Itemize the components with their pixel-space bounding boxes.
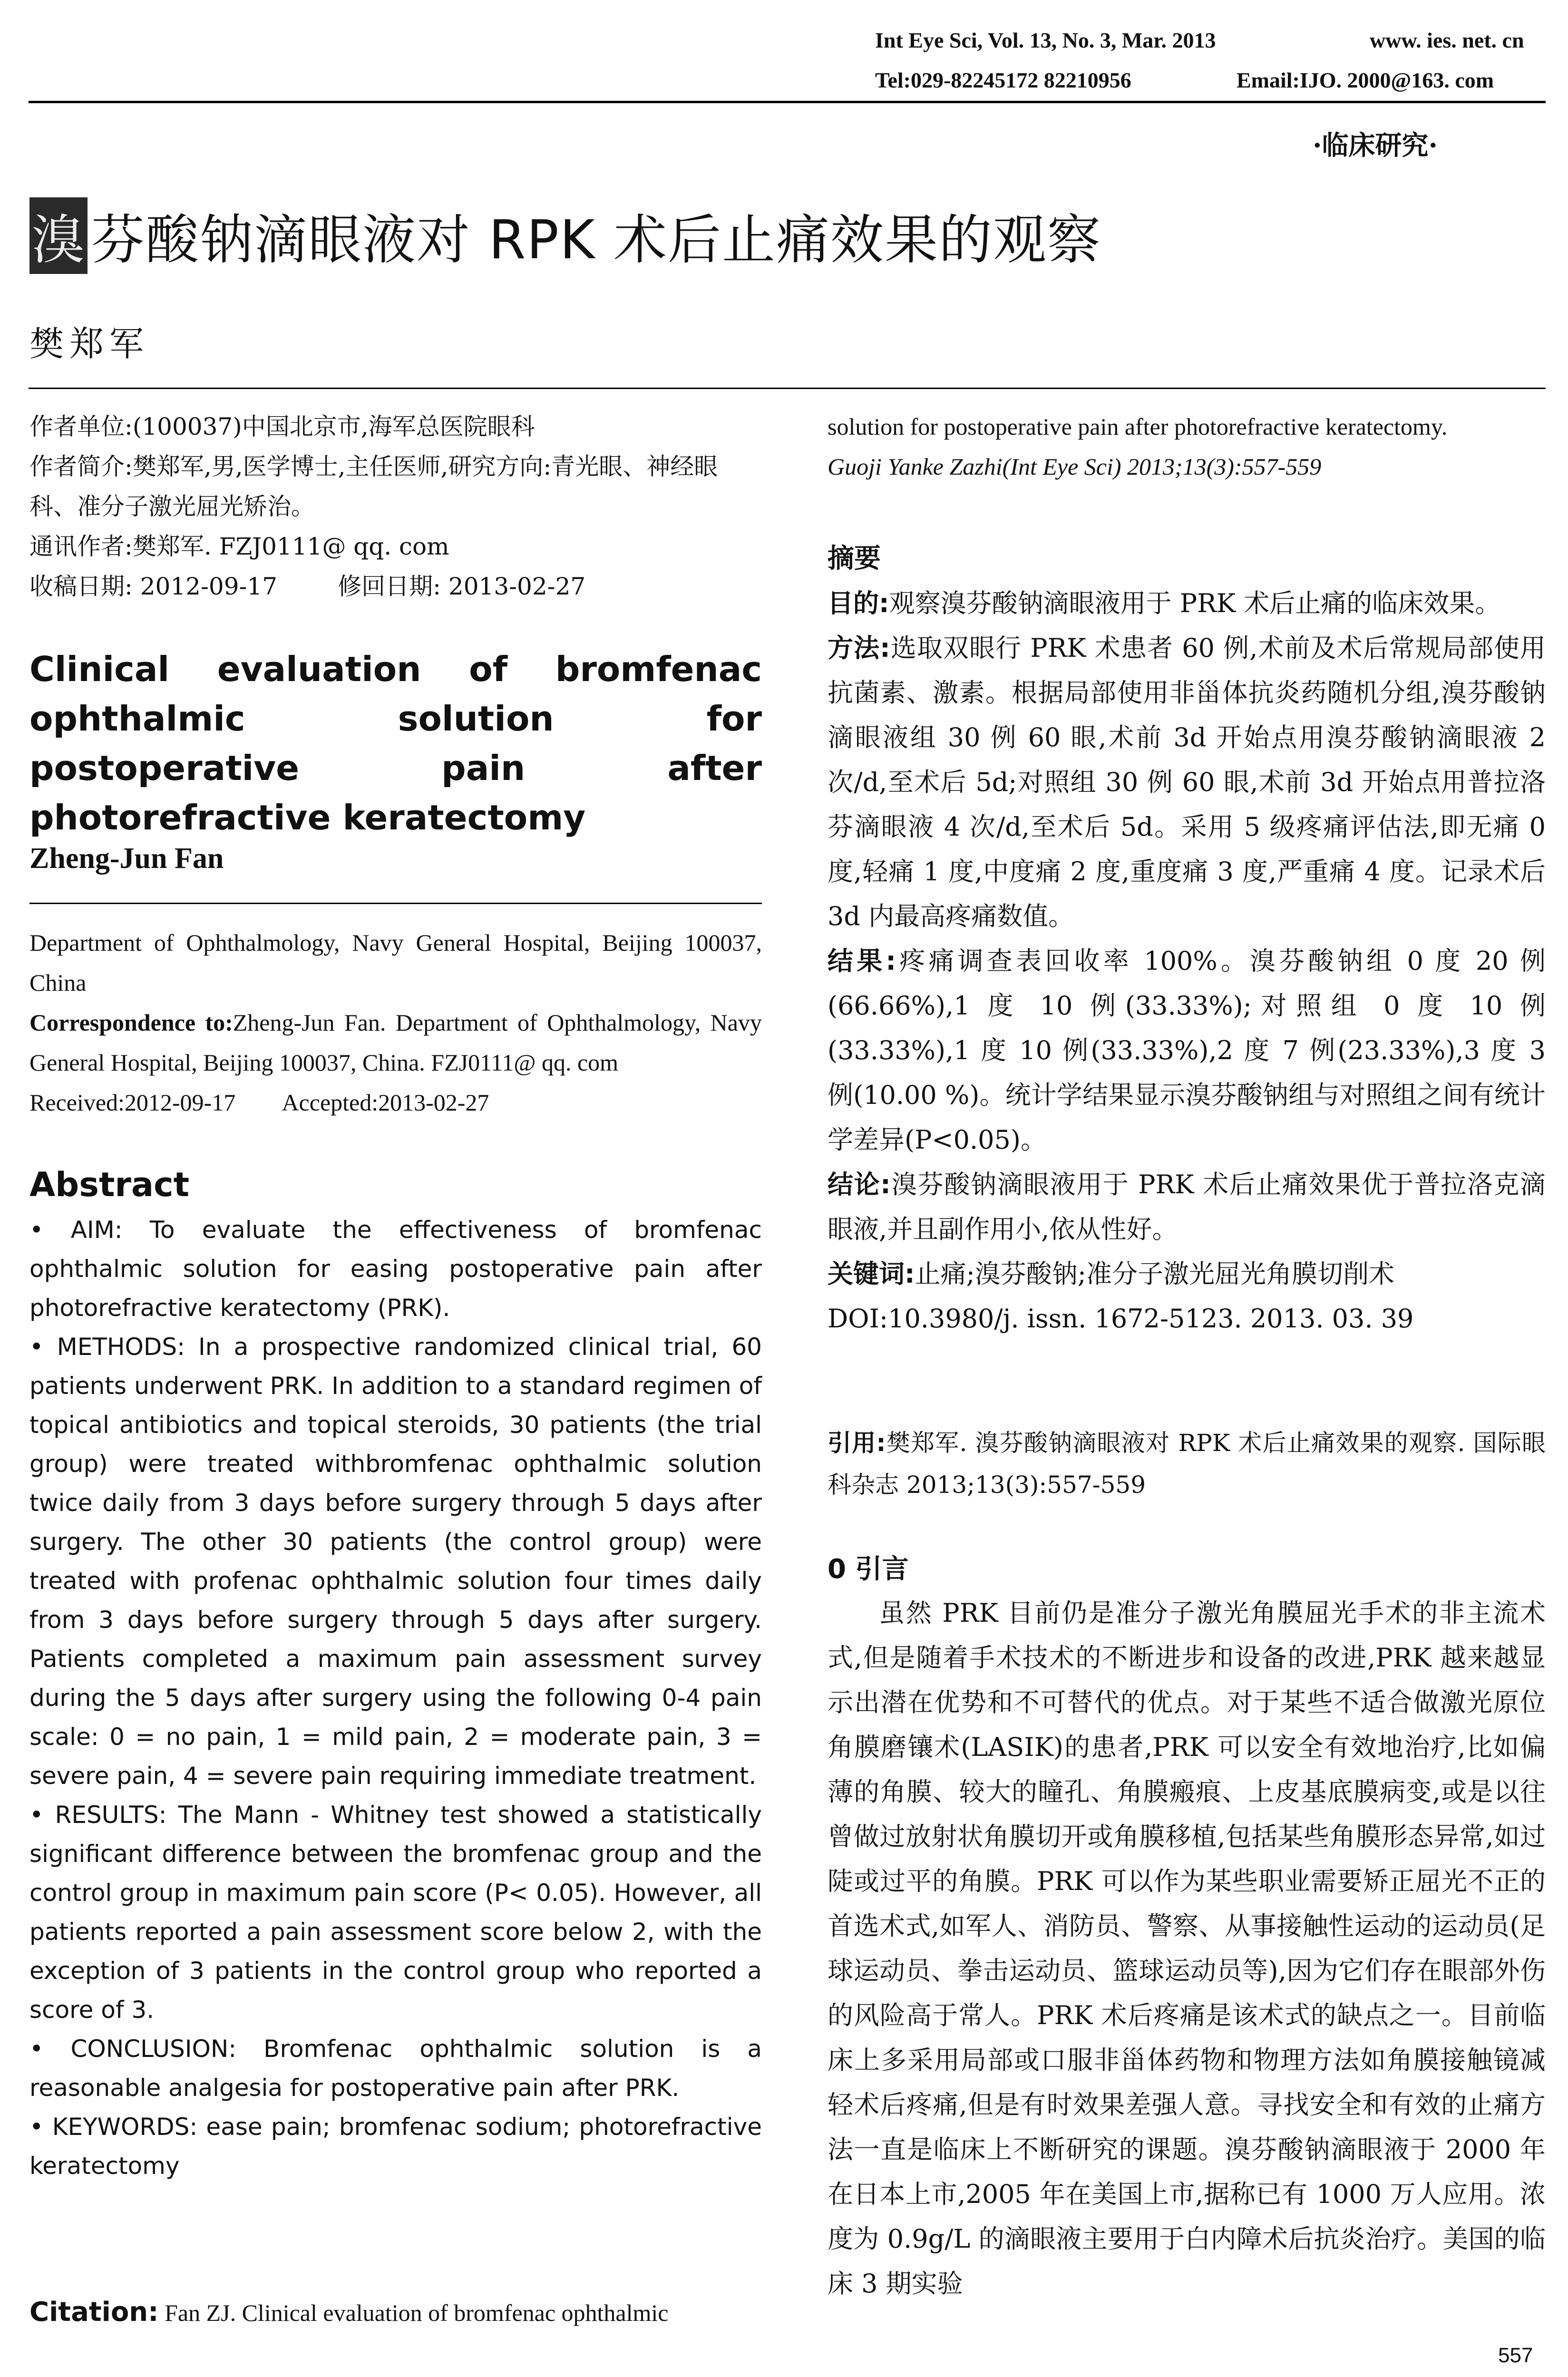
dates-cn: 收稿日期: 2012-09-17 修回日期: 2013-02-27 xyxy=(29,573,586,600)
title-cn xyxy=(29,197,1101,274)
citation-text-left: Fan ZJ. Clinical evaluation of bromfenac ophthalmic xyxy=(165,2299,669,2326)
keywords-text: 止痛;溴芬酸钠;准分子激光屈光角膜切削术 xyxy=(915,1259,1394,1289)
intro-heading: 0 引言 xyxy=(828,1554,909,1585)
conclusion-label: 结论: xyxy=(828,1169,891,1199)
citation-label: Citation: xyxy=(29,2297,159,2328)
methods-text: 选取双眼行 PRK 术患者 60 例,术前及术后常规局部使用抗菌素、激素。根据局部使用非甾体抗炎药随机分组,溴芬酸钠滴眼液组 30 例 60 眼,术前 3d 开始点用溴芬酸钠滴眼液 2 次/d,至术后 5d;对照组 30 例 60 眼,术前 3d 开始点用普拉洛芬滴眼液 4 次/d,至术后 5d。采用 5 级疼痛评估法,即无痛 0 度,轻痛 1 度,中度痛 2 度,重度痛 3 度,严重痛 4 度。记录术后 3d 内最高疼痛数值。 xyxy=(828,633,1546,931)
citation-journal: Guoji Yanke Zazhi(Int Eye Sci) 2013;13(3):557-559 xyxy=(828,453,1322,480)
citation-text-right: solution for postoperative pain after photorefractive keratectomy. xyxy=(828,413,1448,440)
title-en: Clinical evaluation of bromfenac ophthalmic solution for postoperative pain after photorefractive keratectomy xyxy=(29,649,762,838)
correspondence-en xyxy=(29,1003,762,1082)
correspondence-text: Zheng-Jun Fan. Department of Ophthalmology, Navy General Hospital, Beijing 100037, China. FZJ0111@ qq. com xyxy=(29,1009,762,1076)
abstract-cn xyxy=(828,536,1546,1341)
abstract-cn-keywords xyxy=(828,1252,1546,1296)
results-text: 疼痛调查表回收率 100%。溴芬酸钠组 0 度 20 例(66.66%),1 度 10 例(33.33%);对照组 0 度 10 例(33.33%),1 度 10 例(33.33%),2 度 7 例(23.33%),3 度 3 例(10.00 %)。统计学结果显示溴芬酸钠组与对照组之间有统计学差异(P<0.05)。 xyxy=(828,946,1546,1155)
keywords-label: 关键词: xyxy=(828,1259,915,1289)
dates-en: Received:2012-09-17 Accepted:2013-02-27 xyxy=(29,1089,489,1116)
citation-cn-text: 樊郑军. 溴芬酸钠滴眼液对 RPK 术后止痛效果的观察. 国际眼科杂志 2013;13(3):557-559 xyxy=(828,1429,1546,1499)
abstract-cn-results xyxy=(828,939,1546,1162)
title-cn-text: 芬酸钠滴眼液对 RPK 术后止痛效果的观察 xyxy=(91,209,1102,271)
author-cn: 樊郑军 xyxy=(29,324,150,364)
affiliation-cn: 作者单位:(100037)中国北京市,海军总医院眼科 xyxy=(29,413,535,440)
abstract-methods: • METHODS: In a prospective randomized clinical trial, 60 patients underwent PRK. In addition to a standard regimen of topical antibiotics and topical steroids, 30 patients (the trial group) were treated withbromfenac ophthalmic solution twice daily from 3 days before surgery through 5 days after surgery. The other 30 patients (the control group) were treated with profenac ophthalmic solution four times daily from 3 days before surgery through 5 days after surgery. Patients completed a maximum pain assessment survey during the 5 days after surgery using the following 0-4 pain scale: 0 = no pain, 1 = mild pain, 2 = moderate pain, 3 = severe pain, 4 = severe pain requiring immediate treatment. xyxy=(29,1333,762,1790)
citation-en-left xyxy=(29,2292,762,2333)
citation-cn-label: 引用: xyxy=(828,1429,886,1457)
journal-info: Int Eye Sci, Vol. 13, No. 3, Mar. 2013 xyxy=(875,28,1216,52)
journal-website: www. ies. net. cn xyxy=(1370,28,1524,52)
results-label: 结果: xyxy=(828,946,896,976)
abstract-cn-aim xyxy=(828,581,1546,626)
author-rule xyxy=(29,903,762,904)
citation-cn xyxy=(828,1422,1546,1506)
abstract-cn-methods xyxy=(828,626,1546,939)
department-en: Department of Ophthalmology, Navy General Hospital, Beijing 100037, China xyxy=(29,929,762,996)
journal-email: Email:IJO. 2000@163. com xyxy=(1237,68,1494,92)
journal-tel: Tel:029-82245172 82210956 xyxy=(875,68,1131,92)
header-rule xyxy=(29,101,1546,103)
abstract-en xyxy=(29,1210,762,2185)
abstract-cn-heading: 摘要 xyxy=(828,543,881,574)
title-highlight: 溴 xyxy=(29,197,88,274)
page-number: 557 xyxy=(1498,2344,1533,2367)
abstract-heading: Abstract xyxy=(29,1165,190,1204)
abstract-conclusion: • CONCLUSION: Bromfenac ophthalmic solution is a reasonable analgesia for postoperative pain after PRK. xyxy=(29,2035,762,2102)
intro-body: 虽然 PRK 目前仍是准分子激光角膜屈光手术的非主流术式,但是随着手术技术的不断进步和设备的改进,PRK 越来越显示出潜在优势和不可替代的优点。对于某些不适合做激光原位角膜磨镶术(LASIK)的患者,PRK 可以安全有效地治疗,比如偏薄的角膜、较大的瞳孔、角膜瘢痕、上皮基底膜病变,或是以往曾做过放射状角膜切开或角膜移植,包括某些角膜形态异常,如过陡或过平的角膜。PRK 可以作为某些职业需要矫正屈光不正的首选术式,如军人、消防员、警察、从事接触性运动的运动员(足球运动员、拳击运动员、篮球运动员等),因为它们存在眼部外伤的风险高于常人。PRK 术后疼痛是该术式的缺点之一。目前临床上多采用局部或口服非甾体药物和物理方法如角膜接触镜减轻术后疼痛,但是有时效果差强人意。寻找安全和有效的止痛方法一直是临床上不断研究的课题。溴芬酸钠滴眼液于 2000 年在日本上市,2005 年在美国上市,据称已有 1000 万人应用。浓度为 0.9g/L 的滴眼液主要用于白内障术后抗炎治疗。美国的临床 3 期实验 xyxy=(828,1598,1546,2299)
aim-text: 观察溴芬酸钠滴眼液用于 PRK 术后止痛的临床效果。 xyxy=(889,588,1501,618)
abstract-keywords: • KEYWORDS: ease pain; bromfenac sodium; photorefractive keratectomy xyxy=(29,2113,762,2180)
methods-label: 方法: xyxy=(828,633,890,663)
abstract-cn-conclusion xyxy=(828,1162,1546,1252)
citation-en-right xyxy=(828,407,1546,487)
meta-cn xyxy=(29,407,762,606)
conclusion-text: 溴芬酸钠滴眼液用于 PRK 术后止痛效果优于普拉洛克滴眼液,并且副作用小,依从性好。 xyxy=(828,1169,1546,1244)
affiliation-en xyxy=(29,923,762,1122)
correspondence-cn: 通讯作者:樊郑军. FZJ0111@ qq. com xyxy=(29,533,449,560)
section-tag: ·临床研究· xyxy=(1313,130,1438,161)
author-en: Zheng-Jun Fan xyxy=(29,842,224,875)
correspondence-label: Correspondence to: xyxy=(29,1009,233,1036)
abstract-results: • RESULTS: The Mann - Whitney test showed a statistically significant difference between the bromfenac group and the control group in maximum pain score (P< 0.05). However, all patients reported a pain assessment score below 2, with the exception of 3 patients in the control group who reported a score of 3. xyxy=(29,1801,762,2024)
abstract-aim: • AIM: To evaluate the effectiveness of bromfenac ophthalmic solution for easing postoperative pain after photorefractive keratectomy (PRK). xyxy=(29,1216,762,1322)
bio-cn: 作者简介:樊郑军,男,医学博士,主任医师,研究方向:青光眼、神经眼科、准分子激光屈光矫治。 xyxy=(29,453,718,520)
title-rule xyxy=(29,388,1546,389)
doi: DOI:10.3980/j. issn. 1672-5123. 2013. 03. 39 xyxy=(828,1304,1414,1334)
aim-label: 目的: xyxy=(828,588,889,618)
